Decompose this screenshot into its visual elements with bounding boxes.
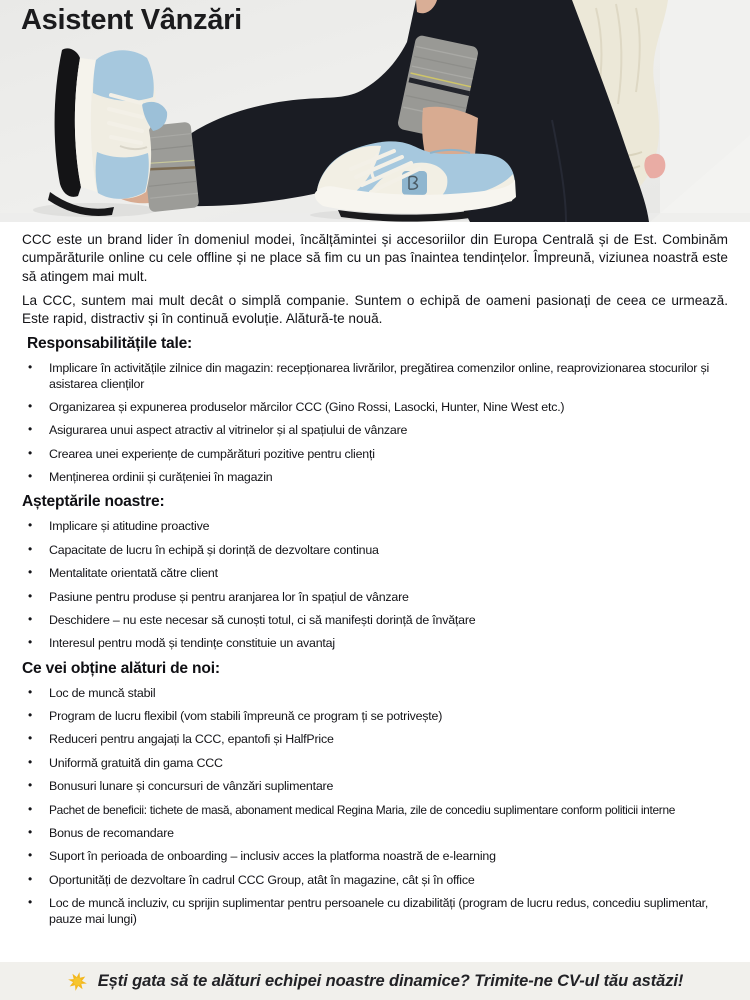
section-heading-expectations: Așteptările noastre: (22, 493, 165, 511)
bullet-icon (22, 849, 49, 865)
intro-paragraph-2: La CCC, suntem mai mult decât o simplă companie. Suntem o echipă de oameni pasionați de ceea ce urmează. Este rapid, distractiv și în continuă evoluție. Alătură-te nouă. (22, 293, 728, 327)
bullet-icon (22, 709, 49, 725)
bullet-icon (22, 447, 49, 463)
bullet-icon (22, 590, 49, 606)
list-item: • Organizarea și expunerea produselor mărcilor CCC (Gino Rossi, Lasocki, Hunter, Nine West etc.) (22, 400, 728, 416)
list-item: • Bonus de recomandare (22, 826, 728, 842)
list-item: • Pachet de beneficii: tichete de masă, abonament medical Regina Maria, zile de concediu suplimentare conform politicii interne (22, 803, 728, 819)
bullet-icon (22, 400, 49, 416)
job-description (0, 222, 750, 928)
list-item: • Interesul pentru modă și tendințe constituie un avantaj (22, 636, 728, 652)
bullet-icon (22, 803, 49, 819)
list-item: • Capacitate de lucru în echipă și dorință de dezvoltare continua (22, 543, 728, 559)
bullet-icon (22, 470, 49, 486)
bullet-icon (22, 826, 49, 842)
sun-icon (67, 971, 88, 992)
list-item: • Uniformă gratuită din gama CCC (22, 756, 728, 772)
list-item: • Loc de muncă incluziv, cu sprijin suplimentar pentru persoanele cu dizabilități (program de lucru redus, concediu suplimentar, pauze mai lungi) (22, 896, 728, 928)
list-item: • Bonusuri lunare și concursuri de vânzări suplimentare (22, 779, 728, 795)
list-item: • Reduceri pentru angajați la CCC, epantofi și HalfPrice (22, 732, 728, 748)
list-item: • Implicare în activitățile zilnice din magazin: recepționarea livrărilor, pregătirea comenzilor online, reaprovizionarea stocurilor și asistarea clienților (22, 361, 728, 393)
bullet-icon (22, 361, 49, 377)
bullet-icon (22, 613, 49, 629)
bullet-icon (22, 566, 49, 582)
list-item: • Loc de muncă stabil (22, 686, 728, 702)
benefits-list (22, 686, 728, 928)
list-item: • Suport în perioada de onboarding – inclusiv acces la platforma noastră de e-learning (22, 849, 728, 865)
hero-section (0, 0, 750, 222)
list-item: • Deschidere – nu este necesar să cunoști totul, ci să manifești dorință de învățare (22, 613, 728, 629)
bullet-icon (22, 686, 49, 702)
list-item: • Crearea unei experiențe de cumpărături pozitive pentru clienți (22, 447, 728, 463)
list-item: • Oportunități de dezvoltare în cadrul CCC Group, atât în magazine, cât și în office (22, 873, 728, 889)
bullet-icon (22, 519, 49, 535)
intro-paragraph-1: CCC este un brand lider în domeniul modei, încălțămintei și accesoriilor din Europa Centrală și de Est. Combinăm cumpărăturile online cu cele offline și ne place să fim cu un pas înaintea tendințelor. Împreună, viziunea noastră este să atingem mai mult. (22, 232, 728, 284)
section-heading-benefits: Ce vei obține alături de noi: (22, 659, 220, 677)
list-item: • Program de lucru flexibil (vom stabili împreună ce program ți se potrivește) (22, 709, 728, 725)
list-item: • Mentalitate orientată către client (22, 566, 728, 582)
section-heading-responsibilities: Responsabilitățile tale: (27, 334, 193, 352)
bullet-icon (22, 873, 49, 889)
responsibilities-list (22, 361, 728, 486)
expectations-list (22, 519, 728, 652)
bullet-icon (22, 636, 49, 652)
page-title: Asistent Vânzări (21, 4, 242, 36)
bullet-icon (22, 423, 49, 439)
bullet-icon (22, 756, 49, 772)
bullet-icon (22, 732, 49, 748)
list-item: • Asigurarea unui aspect atractiv al vitrinelor și al spațiului de vânzare (22, 423, 728, 439)
bullet-icon (22, 896, 49, 912)
bullet-icon (22, 543, 49, 559)
cta-text: Ești gata să te alături echipei noastre dinamice? Trimite-ne CV-ul tău astăzi! (97, 971, 684, 990)
cta-banner (0, 962, 750, 1000)
bullet-icon (22, 779, 49, 795)
list-item: • Implicare și atitudine proactive (22, 519, 728, 535)
list-item: • Pasiune pentru produse și pentru aranjarea lor în spațiul de vânzare (22, 590, 728, 606)
list-item: • Menținerea ordinii și curățeniei în magazin (22, 470, 728, 486)
